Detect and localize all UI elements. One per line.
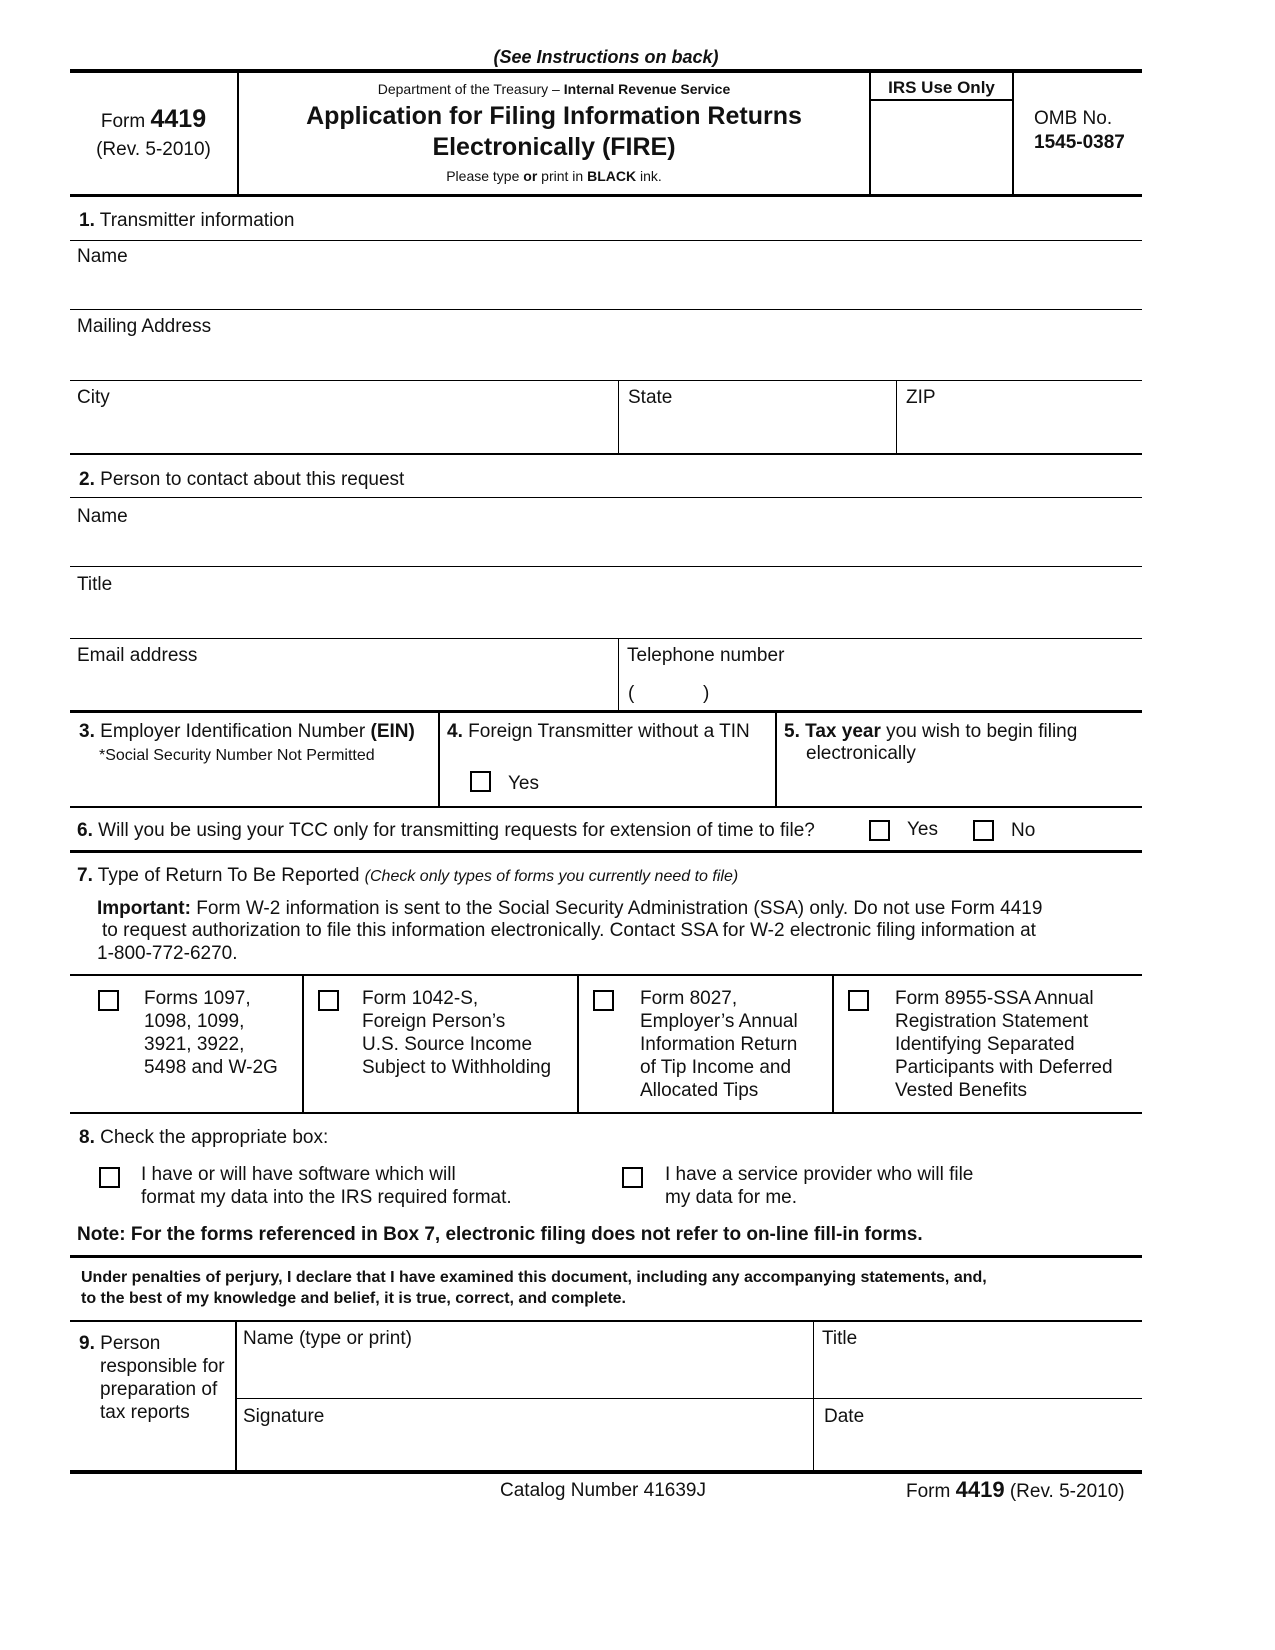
preparer-name-field[interactable]	[237, 1322, 813, 1398]
form-1042s-checkbox[interactable]	[318, 990, 339, 1011]
own-software-label	[141, 1163, 512, 1209]
option3-line: of Tip Income and	[640, 1057, 792, 1078]
section1-number: 1.	[79, 210, 95, 231]
phone-area-open: (	[628, 683, 635, 704]
service-provider-checkbox[interactable]	[622, 1167, 643, 1188]
footer-revision: (Rev. 5-2010)	[1009, 1481, 1125, 1502]
section3-title: Employer Identification Number	[100, 721, 366, 742]
ink-mid: print in	[541, 168, 584, 184]
important-text-1: Form W-2 information is sent to the Social Security Administration (SSA) only. Do not use Form 4419	[196, 898, 1043, 919]
preparer-title-label: Title	[822, 1328, 858, 1349]
section5-title: you wish to begin filing	[886, 721, 1078, 742]
header-bottom-rule	[70, 194, 1142, 197]
perjury-line: Under penalties of perjury, I declare that I have examined this document, including any accompanying statements, and,	[81, 1269, 987, 1286]
section9-number: 9.	[79, 1333, 95, 1354]
section7-important-line1	[97, 897, 1042, 920]
section7-title-note: (Check only types of forms you currently need to file)	[364, 868, 739, 885]
section7-number: 7.	[77, 865, 93, 886]
footer-form-number: 4419	[955, 1477, 1005, 1502]
phone-label: Telephone number	[627, 645, 785, 666]
section2-heading	[79, 468, 404, 491]
section6-text: Will you be using your TCC only for transmitting requests for extension of time to file?	[98, 820, 815, 841]
own-software-line: format my data into the IRS required format.	[141, 1187, 512, 1208]
irs-use-only-box	[872, 102, 1011, 193]
s8-bottom-rule	[70, 1255, 1142, 1258]
date-field[interactable]	[814, 1399, 1142, 1470]
contact-title-label: Title	[77, 574, 113, 595]
section3-heading	[79, 720, 415, 743]
footer-form-word: Form	[906, 1481, 951, 1502]
s7-divider-1	[302, 975, 304, 1113]
option4-line: Participants with Deferred	[895, 1057, 1113, 1078]
see-instructions-note: (See Instructions on back)	[493, 47, 719, 67]
section3-ein: (EIN)	[370, 721, 415, 742]
email-field[interactable]	[70, 639, 618, 711]
section7-heading	[77, 864, 738, 888]
contact-title-field[interactable]	[70, 567, 1142, 638]
section2-title: Person to contact about this request	[100, 469, 405, 490]
option4-line: Identifying Separated	[895, 1034, 1075, 1055]
transmitter-name-field[interactable]	[70, 241, 1142, 309]
s7-bottom-rule	[70, 1112, 1142, 1114]
form-8955-ssa-checkbox[interactable]	[848, 990, 869, 1011]
s6-bottom-rule	[70, 850, 1142, 853]
ink-instruction	[239, 166, 869, 186]
section2-number: 2.	[79, 469, 95, 490]
phone-area-close: )	[703, 683, 710, 704]
state-label: State	[628, 387, 673, 408]
omb-label: OMB No.	[1034, 108, 1113, 129]
s7-options-top-rule	[70, 974, 1142, 976]
form-8027-checkbox[interactable]	[593, 990, 614, 1011]
extension-only-no-label: No	[1011, 820, 1036, 841]
section3-number: 3.	[79, 721, 95, 742]
form-number: 4419	[150, 105, 207, 133]
option3-line: Form 8027,	[640, 988, 738, 1009]
section6-number: 6.	[77, 820, 93, 841]
section9-label-line: responsible for	[100, 1356, 225, 1377]
perjury-statement	[81, 1267, 987, 1309]
section5-number: 5.	[784, 721, 800, 742]
s2-bottom-rule	[70, 710, 1142, 713]
s3-s4-divider	[438, 712, 440, 806]
section8-number: 8.	[79, 1127, 95, 1148]
form-bottom-rule	[70, 1470, 1142, 1474]
foreign-transmitter-yes-label: Yes	[508, 773, 539, 794]
section4-title: Foreign Transmitter without a TIN	[468, 721, 750, 742]
section5-tax-year: Tax year	[805, 721, 881, 742]
zip-field[interactable]	[897, 381, 1142, 453]
perjury-line: to the best of my knowledge and belief, it is true, correct, and complete.	[81, 1290, 626, 1307]
mailing-address-field[interactable]	[70, 310, 1142, 380]
service-provider-line: I have a service provider who will file	[665, 1164, 974, 1185]
forms-1097-1098-1099-checkbox[interactable]	[98, 990, 119, 1011]
section9-label-line: preparation of	[100, 1379, 218, 1400]
email-label: Email address	[77, 645, 198, 666]
form-revision: (Rev. 5-2010)	[96, 139, 211, 160]
omb-block	[1034, 107, 1125, 155]
extension-only-yes-checkbox[interactable]	[869, 820, 890, 841]
zip-label: ZIP	[906, 387, 936, 408]
title-block	[239, 79, 869, 186]
ink-pre: Please type	[446, 168, 520, 184]
extension-only-yes-label: Yes	[907, 819, 938, 840]
ssn-not-permitted-note: *Social Security Number Not Permitted	[99, 747, 375, 764]
irs-use-only-label: IRS Use Only	[888, 78, 995, 97]
option1-line: 5498 and W-2G	[144, 1057, 278, 1078]
section8-heading	[79, 1126, 328, 1149]
service-provider-label	[665, 1163, 973, 1209]
section7-important-line2: to request authorization to file this information electronically. Contact SSA for W-2 electronic filing information at	[102, 920, 1036, 941]
transmitter-name-label: Name	[77, 246, 128, 267]
section1-title: Transmitter information	[99, 210, 295, 231]
tax-year-field[interactable]	[777, 767, 1142, 805]
phone-field[interactable]	[619, 639, 1142, 711]
s7-divider-3	[832, 975, 834, 1113]
forms-1097-1098-1099-label	[144, 987, 278, 1079]
section7-title: Type of Return To Be Reported	[97, 865, 360, 886]
date-label: Date	[824, 1406, 865, 1427]
option2-line: Subject to Withholding	[362, 1057, 552, 1078]
option1-line: 1098, 1099,	[144, 1011, 245, 1032]
contact-name-label: Name	[77, 506, 128, 527]
agency-text: Internal Revenue Service	[563, 81, 731, 97]
option2-line: Foreign Person’s	[362, 1011, 506, 1032]
option4-line: Registration Statement	[895, 1011, 1089, 1032]
form-8027-label	[640, 987, 798, 1102]
ink-or: or	[523, 168, 538, 184]
section7-important-line3: 1-800-772-6270.	[97, 943, 238, 964]
contact-name-field[interactable]	[70, 498, 1142, 566]
section9-label-line: tax reports	[100, 1402, 190, 1423]
option3-line: Allocated Tips	[640, 1080, 759, 1101]
section9-label	[79, 1332, 225, 1424]
form-title-line1: Application for Filing Information Returns	[306, 102, 802, 130]
section4-number: 4.	[447, 721, 463, 742]
foreign-transmitter-yes-checkbox[interactable]	[470, 771, 491, 792]
service-provider-line: my data for me.	[665, 1187, 797, 1208]
section1-heading	[79, 209, 294, 232]
extension-only-no-checkbox[interactable]	[973, 820, 994, 841]
signature-field[interactable]	[237, 1399, 813, 1470]
option1-line: 3921, 3922,	[144, 1034, 245, 1055]
city-field[interactable]	[70, 381, 618, 453]
section4-heading	[447, 720, 750, 743]
omb-number: 1545-0387	[1034, 132, 1125, 153]
option2-line: Form 1042-S,	[362, 988, 479, 1009]
box7-note: Note: For the forms referenced in Box 7, electronic filing does not refer to on-line fill-in forms.	[77, 1224, 923, 1245]
own-software-line: I have or will have software which will	[141, 1164, 456, 1185]
preparer-title-field[interactable]	[814, 1322, 1142, 1398]
option4-line: Vested Benefits	[895, 1080, 1028, 1101]
ein-field[interactable]	[70, 767, 437, 805]
section9-label-line: Person	[100, 1333, 161, 1354]
form-8955-ssa-label	[895, 987, 1113, 1102]
ink-black: BLACK	[587, 168, 637, 184]
form-word: Form	[100, 111, 146, 132]
option4-line: Form 8955-SSA Annual	[895, 988, 1094, 1009]
s345-bottom-rule	[70, 806, 1142, 808]
department-text: Department of the Treasury –	[377, 81, 560, 97]
city-label: City	[77, 387, 110, 408]
section8-title: Check the appropriate box:	[100, 1127, 329, 1148]
form-1042s-label	[362, 987, 551, 1079]
ink-post: ink.	[639, 168, 662, 184]
footer-form-id	[906, 1478, 1125, 1503]
own-software-checkbox[interactable]	[99, 1167, 120, 1188]
s1-bottom-rule	[70, 453, 1142, 455]
mailing-address-label: Mailing Address	[77, 316, 212, 337]
section5-title-line2: electronically	[806, 743, 916, 764]
form-title-line2: Electronically (FIRE)	[432, 133, 676, 161]
section5-heading	[784, 720, 1077, 743]
irs-use-rule	[870, 99, 1013, 101]
option2-line: U.S. Source Income	[362, 1034, 533, 1055]
s7-divider-2	[577, 975, 579, 1113]
important-label: Important:	[97, 898, 191, 919]
catalog-number: Catalog Number 41639J	[500, 1480, 706, 1501]
option1-line: Forms 1097,	[144, 988, 251, 1009]
header-top-rule	[70, 69, 1142, 73]
section6-question	[77, 819, 815, 842]
form-number-block	[70, 104, 237, 163]
signature-label: Signature	[243, 1406, 325, 1427]
option3-line: Employer’s Annual	[640, 1011, 798, 1032]
state-field[interactable]	[619, 381, 896, 453]
preparer-name-label: Name (type or print)	[243, 1328, 412, 1349]
option3-line: Information Return	[640, 1034, 798, 1055]
